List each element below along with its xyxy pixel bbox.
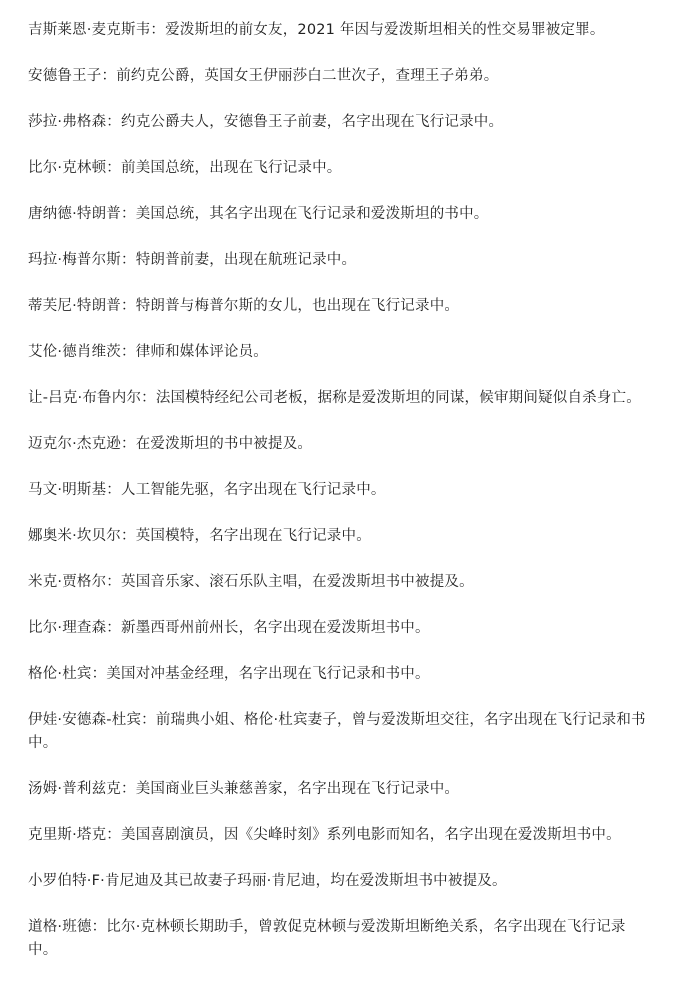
- entry-mick-jagger: 米克·贾格尔：英国音乐家、滚石乐队主唱，在爱泼斯坦书中被提及。: [28, 574, 474, 590]
- entry-maxwell: 吉斯莱恩·麦克斯韦：爱泼斯坦的前女友，2021 年因与爱泼斯坦相关的性交易罪被定罪。: [28, 22, 605, 38]
- entry-prince-andrew: 安德鲁王子：前约克公爵，英国女王伊丽莎白二世次子，查理王子弟弟。: [28, 68, 499, 84]
- entry-jean-luc-brunel: 让-吕克·布鲁内尔：法国模特经纪公司老板，据称是爱泼斯坦的同谋，候审期间疑似自杀身亡。: [28, 390, 641, 406]
- entry-sarah-ferguson: 莎拉·弗格森：约克公爵夫人，安德鲁王子前妻，名字出现在飞行记录中。: [28, 114, 504, 130]
- entry-donald-trump: 唐纳德·特朗普：美国总统，其名字出现在飞行记录和爱泼斯坦的书中。: [28, 206, 489, 222]
- entry-alan-dershowitz: 艾伦·德肖维茨：律师和媒体评论员。: [28, 344, 269, 360]
- entry-tom-pritzker: 汤姆·普利兹克：美国商业巨头兼慈善家，名字出现在飞行记录中。: [28, 781, 460, 797]
- entry-eva-andersson-dubin: 伊娃·安德森-杜宾：前瑞典小姐、格伦·杜宾妻子，曾与爱泼斯坦交往，名字出现在飞行记录和书中。: [28, 712, 646, 751]
- entry-glenn-dubin: 格伦·杜宾：美国对冲基金经理，名字出现在飞行记录和书中。: [28, 666, 430, 682]
- entry-rfk-jr: 小罗伯特·F·肯尼迪及其已故妻子玛丽·肯尼迪，均在爱泼斯坦书中被提及。: [28, 873, 507, 889]
- entry-michael-jackson: 迈克尔·杰克逊：在爱泼斯坦的书中被提及。: [28, 436, 313, 452]
- entry-bill-richardson: 比尔·理查森：新墨西哥州前州长，名字出现在爱泼斯坦书中。: [28, 620, 430, 636]
- entry-naomi-campbell: 娜奥米·坎贝尔：英国模特，名字出现在飞行记录中。: [28, 528, 371, 544]
- entry-marvin-minsky: 马文·明斯基：人工智能先驱，名字出现在飞行记录中。: [28, 482, 386, 498]
- entry-doug-band: 道格·班德：比尔·克林顿长期助手，曾敦促克林顿与爱泼斯坦断绝关系，名字出现在飞行记录中。: [28, 919, 626, 958]
- entry-chris-tucker: 克里斯·塔克：美国喜剧演员，因《尖峰时刻》系列电影而知名，名字出现在爱泼斯坦书中。: [28, 827, 621, 843]
- entry-tiffany-trump: 蒂芙尼·特朗普：特朗普与梅普尔斯的女儿，也出现在飞行记录中。: [28, 298, 460, 314]
- entry-marla-maples: 玛拉·梅普尔斯：特朗普前妻，出现在航班记录中。: [28, 252, 357, 268]
- entry-bill-clinton: 比尔·克林顿：前美国总统，出现在飞行记录中。: [28, 160, 342, 176]
